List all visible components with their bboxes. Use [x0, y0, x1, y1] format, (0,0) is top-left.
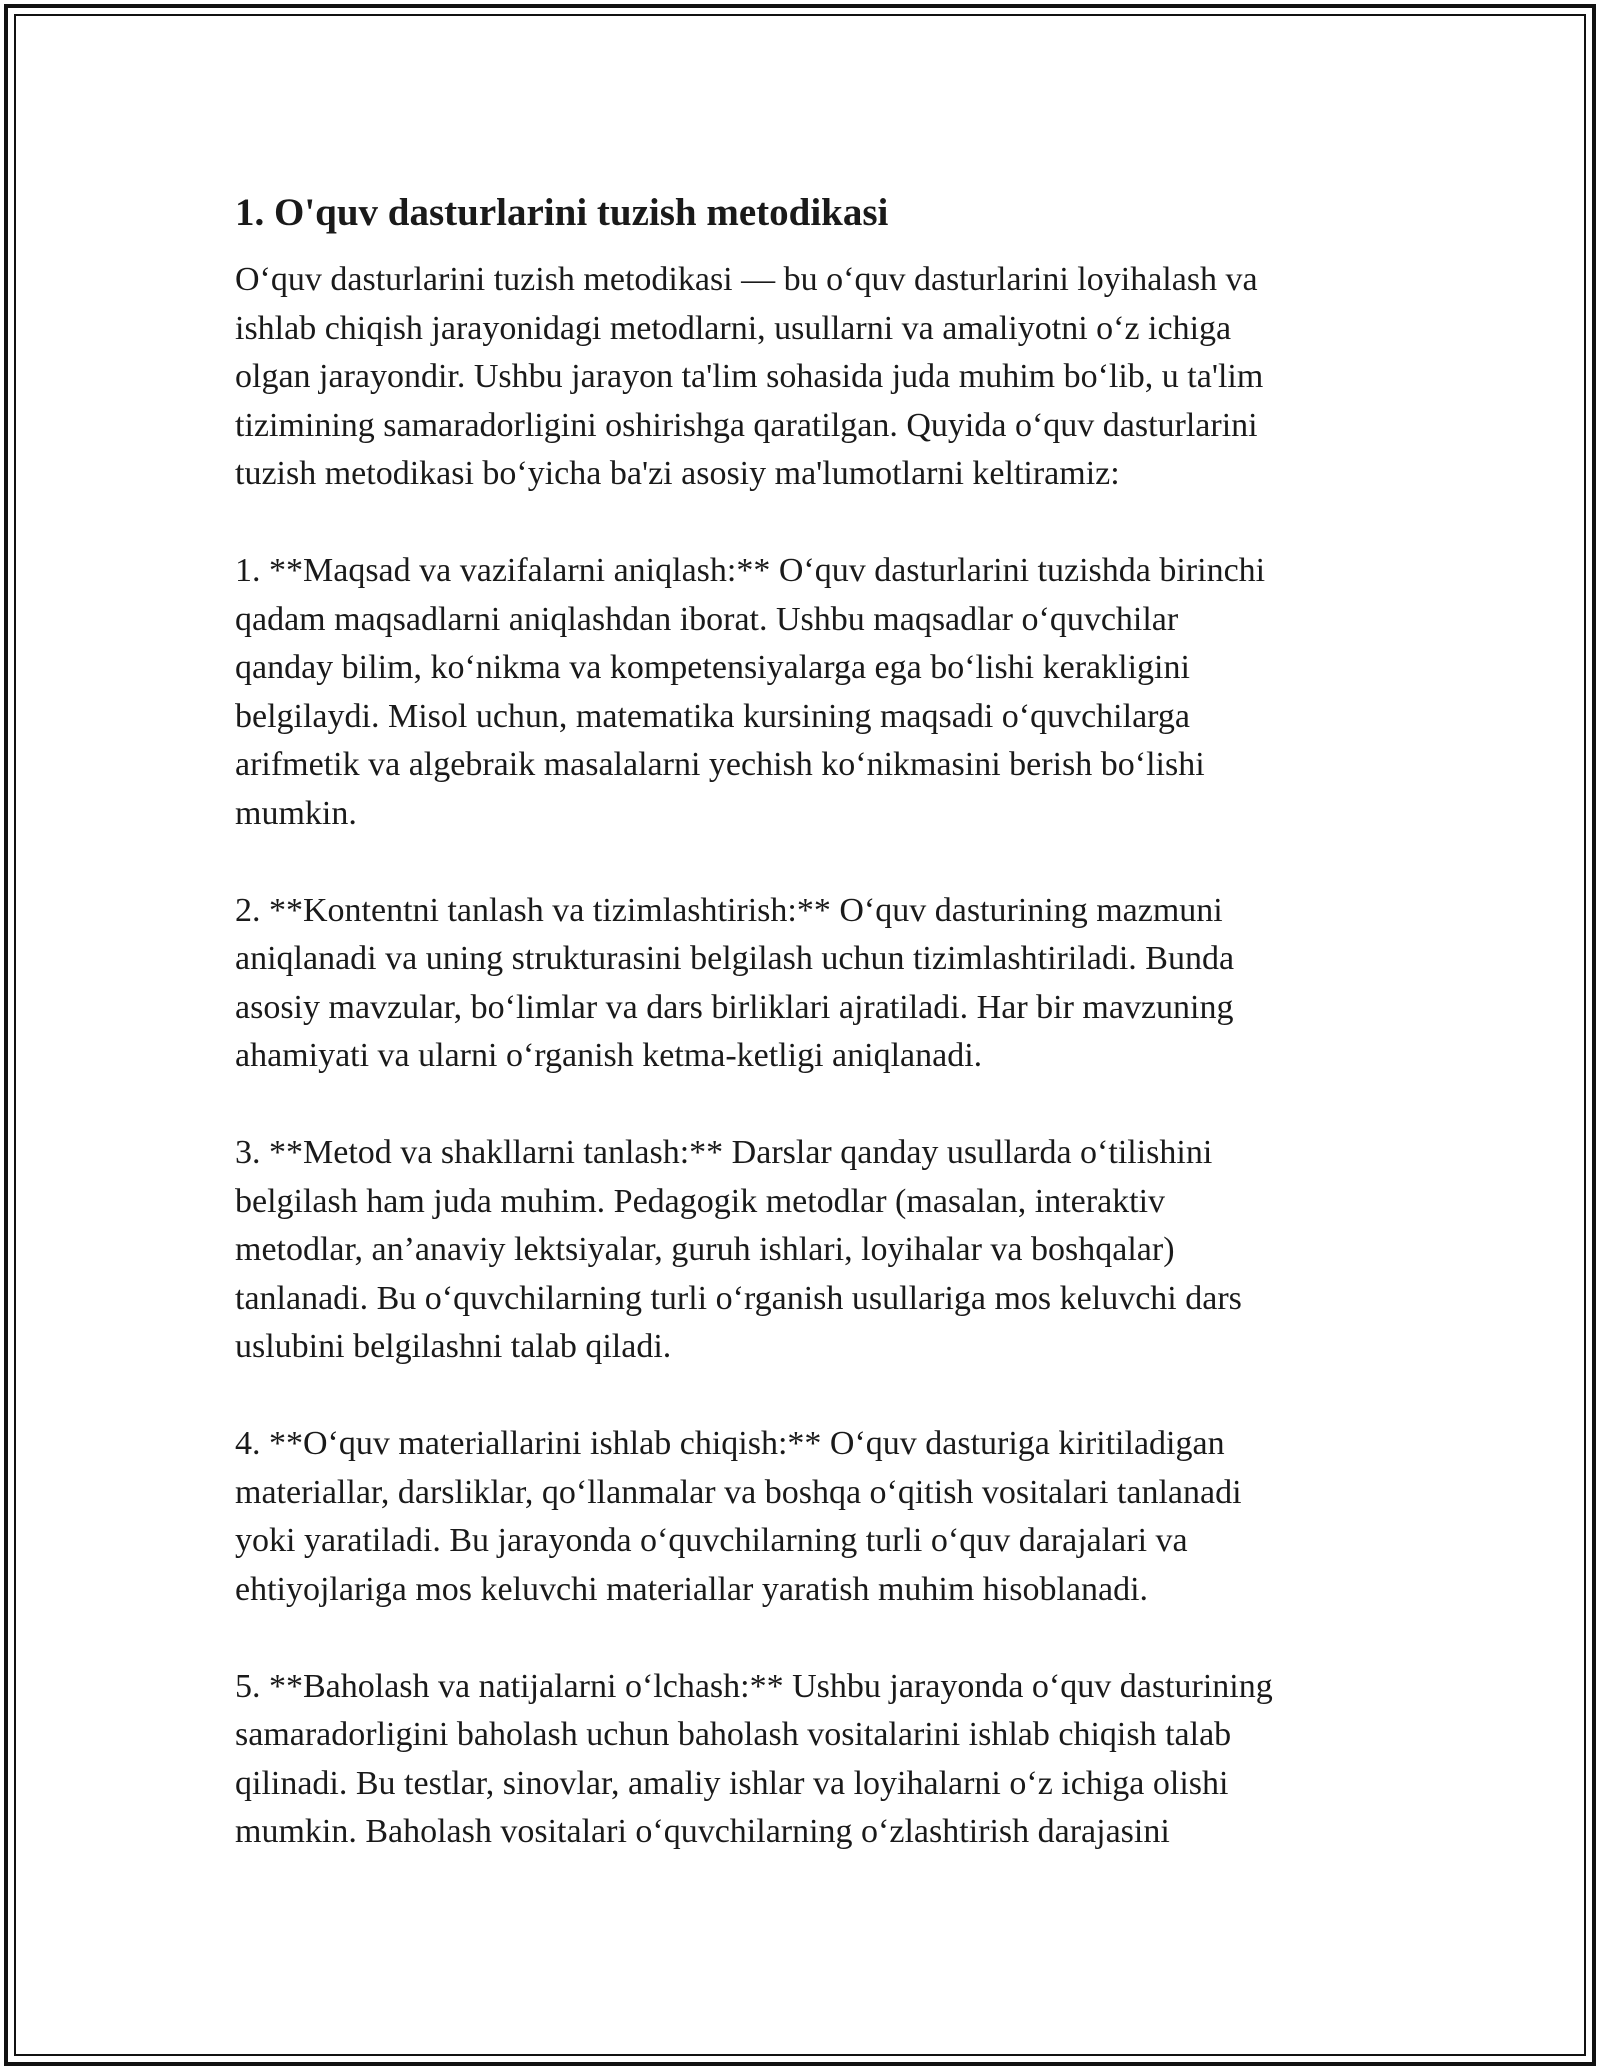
page-title: 1. O'quv dasturlarini tuzish metodikasi — [235, 191, 889, 234]
paragraph-intro: O‘quv dasturlarini tuzish metodikasi — bu o‘quv dasturlarini loyihalash va ishlab chiqish jarayonidagi metodlarni, usullarni va amaliyotni o‘z ichiga olgan jarayondir. Ushbu jarayon ta'lim sohasida juda muhim bo‘lib, u ta'lim tizimining samaradorligini oshirishga qaratilgan. Quyida o‘quv dasturlarini tuzish metodikasi bo‘yicha ba'zi asosiy ma'lumotlarni keltiramiz: — [235, 261, 1264, 492]
paragraph-item-4: 4. **O‘quv materiallarini ishlab chiqish:** O‘quv dasturiga kiritiladigan materiallar, darsliklar, qo‘llanmalar va boshqa o‘qitish vositalari tanlanadi yoki yaratiladi. Bu jarayonda o‘quvchilarning turli o‘quv darajalari va ehtiyojlariga mos keluvchi materiallar yaratish muhim hisoblanadi. — [235, 1425, 1242, 1608]
document-body — [235, 184, 1365, 1905]
paragraph-item-1: 1. **Maqsad va vazifalarni aniqlash:** O‘quv dasturlarini tuzishda birinchi qadam maqsadlarni aniqlashdan iborat. Ushbu maqsadlar o‘quvchilar qanday bilim, ko‘nikma va kompetensiyalarga ega bo‘lishi kerakligini belgilaydi. Misol uchun, matematika kursining maqsadi o‘quvchilarga arifmetik va algebraik masalalarni yechish ko‘nikmasini berish bo‘lishi mumkin. — [235, 552, 1266, 832]
paragraph-item-5: 5. **Baholash va natijalarni o‘lchash:** Ushbu jarayonda o‘quv dasturining samaradorligini baholash uchun baholash vositalarini ishlab chiqish talab qilinadi. Bu testlar, sinovlar, amaliy ishlar va loyihalarni o‘z ichiga olishi mumkin. Baholash vositalari o‘quvchilarning o‘zlashtirish darajasini — [235, 1667, 1273, 1850]
paragraph-item-2: 2. **Kontentni tanlash va tizimlashtirish:** O‘quv dasturining mazmuni aniqlanadi va uning strukturasini belgilash uchun tizimlashtiriladi. Bunda asosiy mavzular, bo‘limlar va dars birliklari ajratiladi. Har bir mavzuning ahamiyati va ularni o‘rganish ketma-ketligi aniqlanadi. — [235, 891, 1235, 1074]
paragraph-item-3: 3. **Metod va shakllarni tanlash:** Darslar qanday usullarda o‘tilishini belgilash ham juda muhim. Pedagogik metodlar (masalan, interaktiv metodlar, an’anaviy lektsiyalar, guruh ishlari, loyihalar va boshqalar) tanlanadi. Bu o‘quvchilarning turli o‘rganish usullariga mos keluvchi dars uslubini belgilashni talab qiladi. — [235, 1134, 1242, 1365]
